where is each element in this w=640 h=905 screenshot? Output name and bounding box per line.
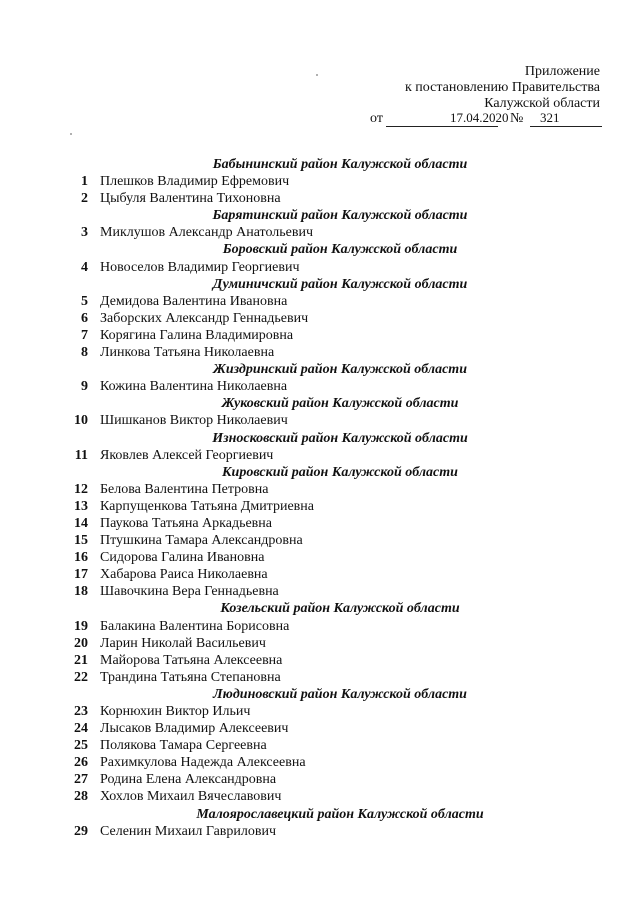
list-item-number: 1 (81, 174, 88, 190)
list-item (0, 669, 640, 686)
list-item-number: 25 (74, 738, 88, 754)
list-item (0, 173, 640, 190)
list-item-name: Рахимкулова Надежда Алексеевна (100, 755, 306, 771)
list-item-name: Лысаков Владимир Алексеевич (100, 721, 289, 737)
list-item (0, 378, 640, 395)
list-item-name: Линкова Татьяна Николаевна (100, 345, 275, 361)
list-item-number: 7 (81, 327, 88, 343)
list-item (0, 635, 640, 652)
district-heading (0, 600, 640, 617)
district-heading (0, 156, 640, 173)
list-item-number: 26 (74, 755, 88, 771)
list-item-number: 29 (74, 823, 88, 839)
district-name: Малоярославецкий район Калужской области (196, 806, 484, 822)
list-item-name: Паукова Татьяна Аркадьевна (100, 515, 272, 531)
district-heading (0, 361, 640, 378)
list-item-name: Ларин Николай Васильевич (100, 635, 266, 651)
list-item-number: 12 (74, 481, 88, 497)
district-name: Жуковский район Калужской области (221, 396, 459, 412)
list-item (0, 259, 640, 276)
list-item-number: 27 (74, 772, 88, 788)
list-item (0, 823, 640, 840)
list-item (0, 652, 640, 669)
list-item-number: 16 (74, 550, 88, 566)
list-item-number: 19 (74, 618, 88, 634)
district-name: Жиздринский район Калужской области (213, 362, 467, 378)
scan-speck (316, 74, 318, 76)
list-item (0, 566, 640, 583)
district-name: Барятинский район Калужской области (212, 208, 468, 224)
list-item (0, 618, 640, 635)
list-item-number: 9 (81, 379, 88, 395)
list-item (0, 412, 640, 429)
list-item (0, 481, 640, 498)
list-item-name: Хабарова Раиса Николаевна (100, 567, 268, 583)
list-item-name: Карпущенкова Татьяна Дмитриевна (100, 498, 314, 514)
decree-number: 321 (540, 110, 560, 125)
list-item-number: 15 (74, 533, 88, 549)
decree-reference (370, 110, 602, 128)
district-name: Кировский район Калужской области (222, 464, 458, 480)
list-item-name: Плешков Владимир Ефремович (100, 174, 290, 190)
district-name: Людиновский район Калужской области (213, 686, 467, 702)
list-item-number: 2 (81, 191, 88, 207)
number-label: № (510, 111, 524, 126)
list-item-name: Белова Валентина Петровна (100, 481, 269, 497)
list-item-name: Селенин Михаил Гаврилович (100, 823, 277, 839)
list-item (0, 327, 640, 344)
district-name: Козельский район Калужской области (220, 601, 460, 617)
appendix-region: Калужской области (484, 96, 600, 111)
list-item (0, 703, 640, 720)
list-item-name: Балакина Валентина Борисовна (100, 618, 290, 634)
list-item (0, 583, 640, 600)
district-heading (0, 241, 640, 258)
list-item-number: 13 (74, 498, 88, 514)
list-item-number: 20 (74, 635, 88, 651)
list-item (0, 771, 640, 788)
list-item (0, 498, 640, 515)
appendix-subtitle: к постановлению Правительства (404, 80, 600, 95)
list-item-number: 4 (81, 259, 88, 275)
district-name: Думиничский район Калужской области (212, 276, 468, 292)
list-item-name: Корягина Галина Владимировна (100, 327, 294, 343)
district-name: Боровский район Калужской области (222, 242, 458, 258)
list-item-number: 24 (74, 721, 88, 737)
list-item-name: Демидова Валентина Ивановна (100, 293, 288, 309)
list-item (0, 532, 640, 549)
list-item-name: Миклушов Александр Анатольевич (100, 225, 314, 241)
list-item-number: 28 (74, 789, 88, 805)
list-item-number: 21 (74, 652, 88, 668)
date-label: от (370, 111, 383, 126)
district-heading (0, 806, 640, 823)
district-heading (0, 395, 640, 412)
list-item (0, 224, 640, 241)
list-item (0, 447, 640, 464)
list-item-name: Родина Елена Александровна (100, 772, 277, 788)
district-heading (0, 276, 640, 293)
district-name: Износковский район Калужской области (212, 430, 468, 446)
list-item (0, 788, 640, 805)
district-heading (0, 464, 640, 481)
persons-list (0, 156, 640, 840)
list-item-name: Сидорова Галина Ивановна (100, 550, 265, 566)
list-item-name: Полякова Тамара Сергеевна (100, 738, 267, 754)
list-item (0, 293, 640, 310)
scan-speck (70, 133, 72, 135)
list-item-name: Новоселов Владимир Георгиевич (100, 259, 300, 275)
list-item (0, 515, 640, 532)
list-item-number: 18 (74, 584, 88, 600)
list-item-name: Хохлов Михаил Вячеславович (100, 789, 282, 805)
decree-date: 17.04.2020 (450, 110, 509, 125)
list-item (0, 754, 640, 771)
list-item-number: 10 (74, 413, 88, 429)
list-item-number: 17 (74, 567, 88, 583)
district-heading (0, 686, 640, 703)
list-item (0, 737, 640, 754)
list-item-name: Корнюхин Виктор Ильич (100, 704, 251, 719)
list-item-name: Шишканов Виктор Николаевич (100, 413, 288, 429)
appendix-title: Приложение (524, 64, 600, 79)
list-item-name: Трандина Татьяна Степановна (100, 669, 281, 685)
list-item-number: 11 (74, 447, 88, 463)
list-item (0, 344, 640, 361)
list-item (0, 720, 640, 737)
list-item-number: 5 (81, 293, 88, 309)
list-item-number: 8 (81, 345, 88, 361)
list-item (0, 190, 640, 207)
list-item-name: Птушкина Тамара Александровна (100, 533, 303, 549)
list-item-name: Цыбуля Валентина Тихоновна (100, 191, 281, 207)
list-item-name: Шавочкина Вера Геннадьевна (100, 584, 279, 600)
list-item-number: 23 (74, 704, 88, 719)
list-item-name: Яковлев Алексей Георгиевич (100, 447, 274, 463)
list-item-number: 22 (74, 669, 88, 685)
district-heading (0, 207, 640, 224)
list-item-number: 3 (81, 225, 88, 241)
district-heading (0, 430, 640, 447)
list-item-name: Кожина Валентина Николаевна (100, 379, 288, 395)
list-item-number: 14 (74, 515, 88, 531)
district-name: Бабынинский район Калужской области (212, 157, 468, 172)
list-item (0, 549, 640, 566)
list-item (0, 310, 640, 327)
list-item-name: Заборских Александр Геннадьевич (100, 310, 309, 326)
list-item-number: 6 (81, 310, 88, 326)
list-item-name: Майорова Татьяна Алексеевна (100, 652, 283, 668)
